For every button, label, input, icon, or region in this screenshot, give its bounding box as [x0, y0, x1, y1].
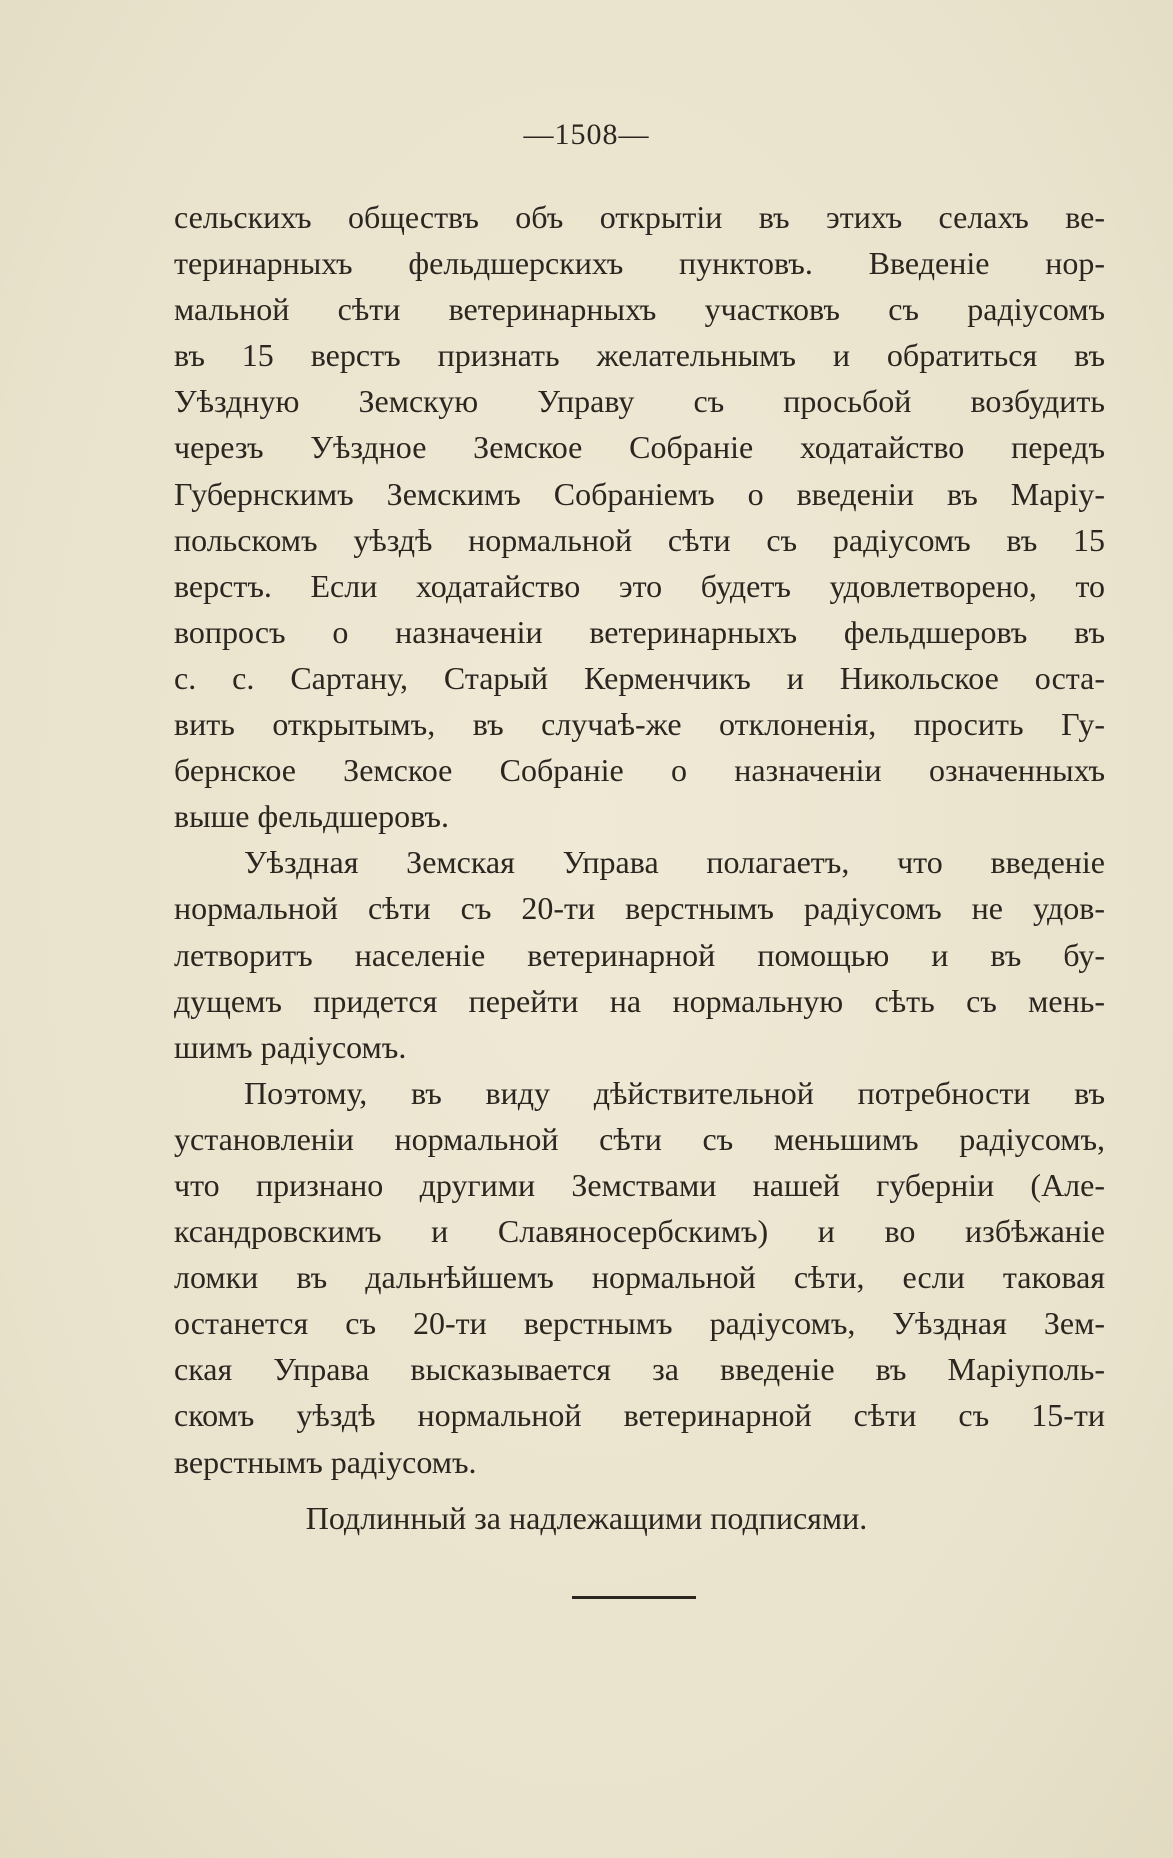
text-line: бернское Земское Собраніе о назначеніи означенныхъ [174, 752, 1105, 789]
closing-rule [572, 1596, 696, 1599]
text-line: останется съ 20-ти верстнымъ радіусомъ, Уѣздная Зем- [174, 1305, 1105, 1342]
page-number: —1508— [523, 118, 650, 151]
paragraph-1 [174, 194, 1105, 839]
text-line: нормальной сѣти съ 20-ти верстнымъ радіусомъ не удов- [174, 890, 1105, 927]
paragraph-2 [174, 839, 1105, 1069]
text-line: верстъ. Если ходатайство это будетъ удовлетворено, то [174, 567, 1105, 604]
text-line: с. с. Сартану, Старый Керменчикъ и Никольское оста- [174, 659, 1105, 696]
body-text [174, 194, 1105, 1485]
text-line: черезъ Уѣздное Земское Собраніе ходатайство передъ [174, 429, 1105, 466]
text-line: шимъ радіусомъ. [174, 1028, 407, 1065]
text-line: выше фельдшеровъ. [174, 798, 449, 835]
text-line: ксандровскимъ и Славяносербскимъ) и во избѣжаніе [174, 1213, 1105, 1250]
text-line: скомъ уѣздѣ нормальной ветеринарной сѣти съ 15-ти [174, 1397, 1105, 1434]
text-line: вить открытымъ, въ случаѣ-же отклоненія, просить Гу- [174, 706, 1105, 743]
text-line: вопросъ о назначеніи ветеринарныхъ фельдшеровъ въ [174, 613, 1105, 650]
text-line: установленіи нормальной сѣти съ меньшимъ радіусомъ, [174, 1120, 1105, 1157]
text-line: сельскихъ обществъ объ открытіи въ этихъ селахъ ве- [174, 199, 1105, 235]
text-line: летворитъ населеніе ветеринарной помощью и въ бу- [174, 936, 1105, 973]
text-line: въ 15 верстъ признать желательнымъ и обратиться въ [174, 337, 1105, 374]
text-line: Поэтому, въ виду дѣйствительной потребности въ [244, 1074, 1105, 1111]
text-line: дущемъ придется перейти на нормальную сѣть съ мень- [174, 982, 1105, 1019]
signature-note: Подлинный за надлежащими подписями. [305, 1500, 868, 1536]
text-line: что признано другими Земствами нашей губерніи (Але- [174, 1166, 1105, 1203]
paragraph-3 [174, 1070, 1105, 1485]
text-line: Уѣздную Земскую Управу съ просьбой возбудить [174, 383, 1105, 420]
text-line: мальной сѣти ветеринарныхъ участковъ съ радіусомъ [174, 291, 1105, 328]
text-line: польскомъ уѣздѣ нормальной сѣти съ радіусомъ въ 15 [174, 521, 1105, 558]
text-line: Губернскимъ Земскимъ Собраніемъ о введеніи въ Маріу- [174, 475, 1105, 512]
text-line: теринарныхъ фельдшерскихъ пунктовъ. Введеніе нор- [174, 245, 1105, 282]
text-line: верстнымъ радіусомъ. [174, 1443, 477, 1480]
text-line: Уѣздная Земская Управа полагаетъ, что введеніе [244, 844, 1105, 881]
text-line: ская Управа высказывается за введеніе въ Маріуполь- [174, 1351, 1105, 1388]
text-line: ломки въ дальнѣйшемъ нормальной сѣти, если таковая [174, 1259, 1105, 1296]
